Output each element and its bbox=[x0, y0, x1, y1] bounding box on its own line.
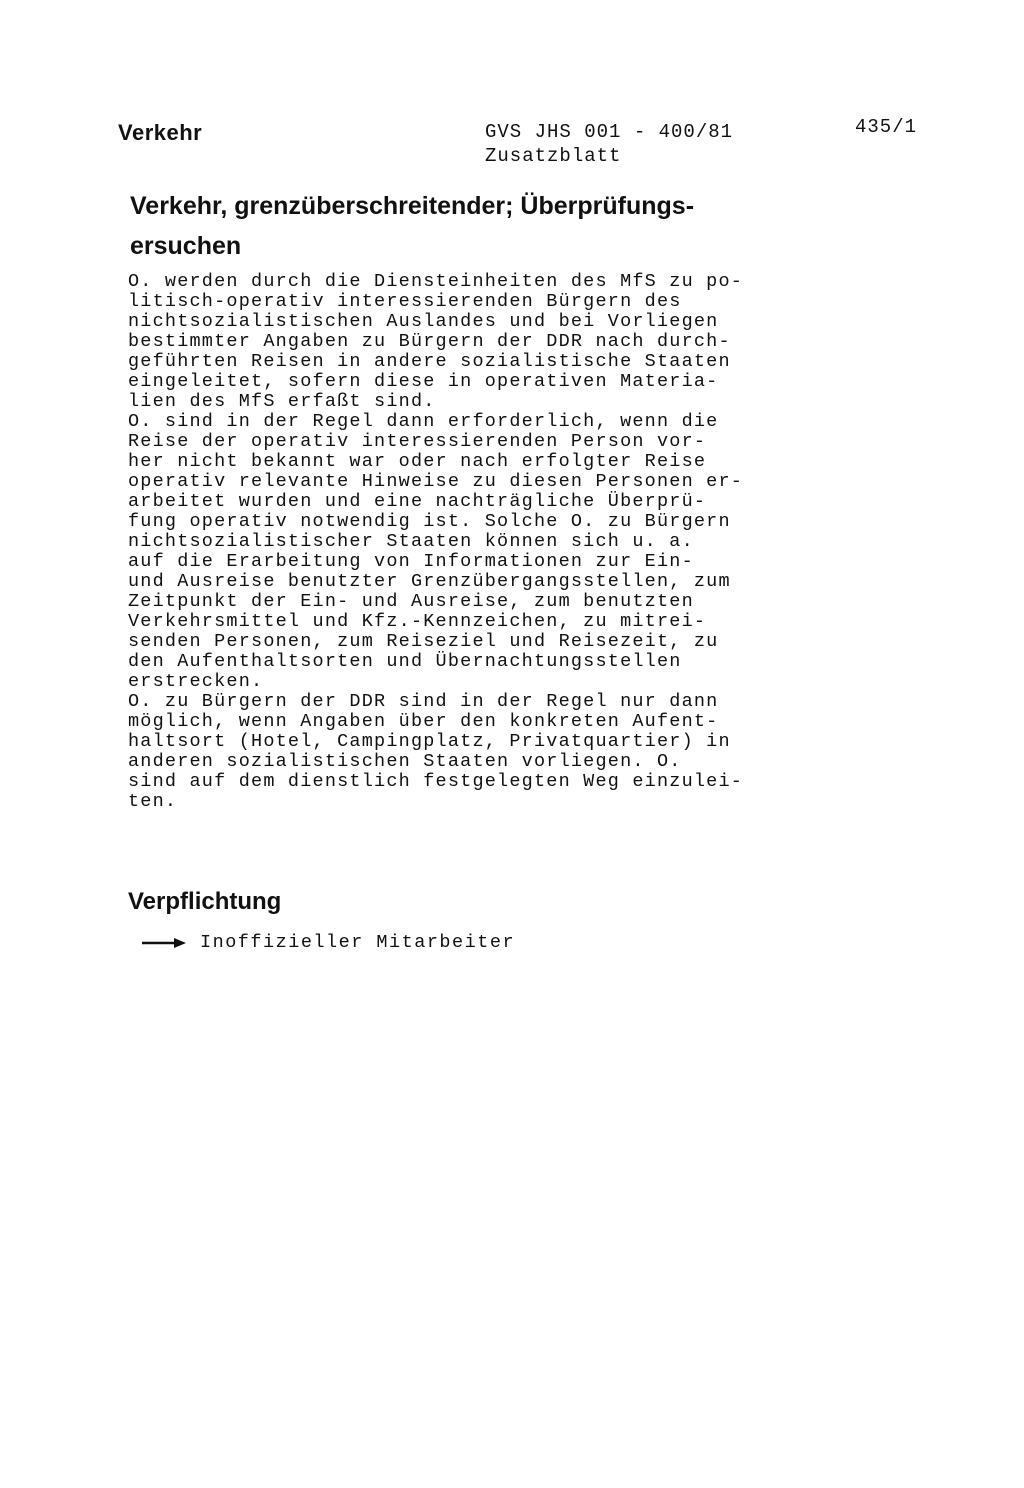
body-line: lien des MfS erfaßt sind. bbox=[128, 391, 436, 412]
body-line: litisch-operativ interessierenden Bürgern des bbox=[128, 291, 682, 312]
body-line: Zeitpunkt der Ein- und Ausreise, zum benutzten bbox=[128, 591, 694, 612]
reference-supplement: Zusatzblatt bbox=[485, 145, 622, 167]
body-line: den Aufenthaltsorten und Übernachtungsstellen bbox=[128, 651, 682, 672]
body-line: fung operativ notwendig ist. Solche O. zu Bürgern bbox=[128, 511, 731, 532]
body-line: auf die Erarbeitung von Informationen zur Ein- bbox=[128, 551, 694, 572]
body-line: nichtsozialistischen Auslandes und bei Vorliegen bbox=[128, 311, 719, 332]
header-keyword: Verkehr bbox=[118, 120, 203, 145]
entry-title bbox=[130, 186, 750, 266]
entry2-title: Verpflichtung bbox=[128, 888, 282, 915]
body-line: geführten Reisen in andere sozialistische Staaten bbox=[128, 351, 731, 372]
body-line: O. werden durch die Diensteinheiten des MfS zu po- bbox=[128, 271, 744, 292]
body-line: und Ausreise benutzter Grenzübergangsstellen, zum bbox=[128, 571, 731, 592]
body-line: O. sind in der Regel dann erforderlich, wenn die bbox=[128, 411, 719, 432]
body-line: haltsort (Hotel, Campingplatz, Privatquartier) in bbox=[128, 731, 731, 752]
body-line: sind auf dem dienstlich festgelegten Weg einzulei- bbox=[128, 771, 744, 792]
body-line: eingeleitet, sofern diese in operativen Materia- bbox=[128, 371, 719, 392]
arrow-right-icon bbox=[140, 937, 190, 949]
body-line: her nicht bekannt war oder nach erfolgter Reise bbox=[128, 451, 707, 472]
body-line: O. zu Bürgern der DDR sind in der Regel nur dann bbox=[128, 691, 719, 712]
page-number: 435/1 bbox=[855, 116, 918, 138]
body-line: arbeitet wurden und eine nachträgliche Überprü- bbox=[128, 491, 707, 512]
body-line: anderen sozialistischen Staaten vorliegen. O. bbox=[128, 751, 682, 772]
body-line: nichtsozialistischer Staaten können sich u. a. bbox=[128, 531, 694, 552]
body-line: erstrecken. bbox=[128, 671, 264, 692]
body-line: Verkehrsmittel und Kfz.-Kennzeichen, zu mitrei- bbox=[128, 611, 707, 632]
reference-number: GVS JHS 001 - 400/81 bbox=[485, 121, 734, 143]
cross-reference-target: Inoffizieller Mitarbeiter bbox=[200, 932, 516, 953]
body-line: ten. bbox=[128, 791, 178, 812]
body-line: operativ relevante Hinweise zu diesen Personen er- bbox=[128, 471, 744, 492]
body-line: senden Personen, zum Reiseziel und Reisezeit, zu bbox=[128, 631, 719, 652]
body-line: Reise der operativ interessierenden Person vor- bbox=[128, 431, 707, 452]
body-line: möglich, wenn Angaben über den konkreten Aufent- bbox=[128, 711, 719, 732]
body-line: bestimmter Angaben zu Bürgern der DDR nach durch- bbox=[128, 331, 731, 352]
cross-reference bbox=[140, 932, 515, 953]
document-reference bbox=[485, 120, 733, 168]
entry-body bbox=[128, 272, 768, 812]
entry-title-text: Verkehr, grenzüberschreitender; Überprüfungs- ersuchen bbox=[130, 192, 695, 260]
